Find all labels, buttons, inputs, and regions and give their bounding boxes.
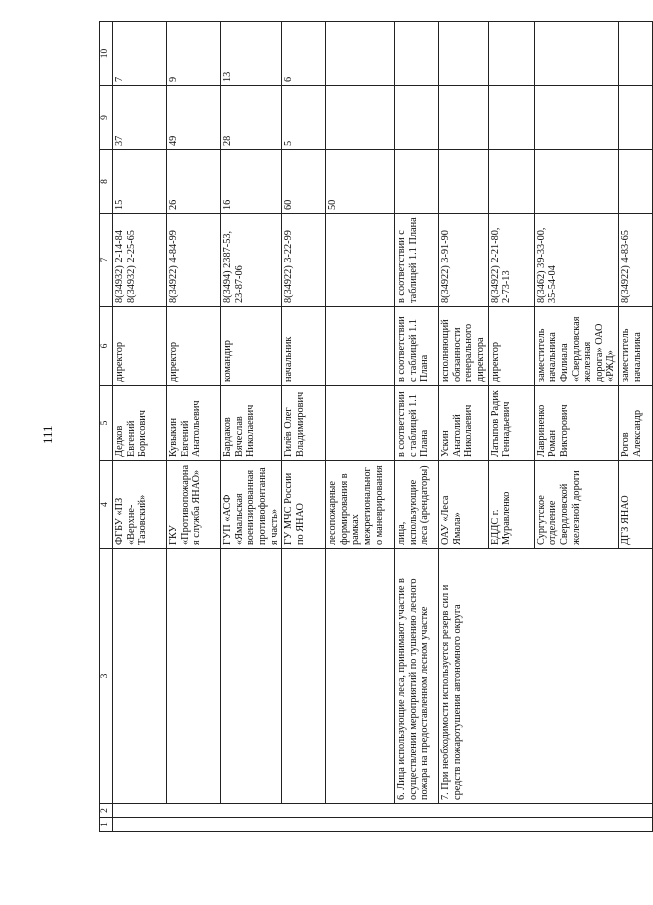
col1-cell [113,818,653,832]
cell-col10 [534,22,618,86]
cell-person: Латыпов Радик Геннадьевич [488,386,534,461]
cell-phone: 8(34922) 2-21-80, 2-73-13 [488,214,534,307]
cell-col10 [395,22,439,86]
cell-person: Рогов Александр [619,386,653,461]
header-cell: 10 [100,22,113,86]
cell-organization: ГУ МЧС России по ЯНАО [282,461,326,549]
cell-col8: 16 [221,150,282,214]
cell-position: командир [221,307,282,386]
cell-position: директор [167,307,221,386]
page-number: 111 [40,425,55,444]
cell-organization: ГУП «АСФ «Ямальская военизированная противофонтанная часть» [221,461,282,549]
cell-col9 [395,86,439,150]
cell-position: начальник [282,307,326,386]
cell-person: Лавриненко Роман Викторович [534,386,618,461]
cell-measure: 6. Лица использующие леса, принимают участие в осуществлении мероприятий по тушению лесного пожара на предоставленном лесном участке [395,549,439,804]
cell-phone: 8(34922) 3-22-99 [282,214,326,307]
cell-person [326,386,395,461]
cell-col8 [488,150,534,214]
header-cell: 5 [100,386,113,461]
cell-col9 [534,86,618,150]
cell-col10 [488,22,534,86]
cell-organization: ГКУ «Противопожарная служба ЯНАО» [167,461,221,549]
cell-col10 [619,22,653,86]
cell-col8: 26 [167,150,221,214]
cell-col9 [439,86,489,150]
cell-phone: 8(3494) 2387-53, 23-87-06 [221,214,282,307]
cell-phone: 8(34922) 3-91-90 [439,214,489,307]
cell-person: в соответствии с таблицей 1.1 Плана [395,386,439,461]
cell-measure [113,549,167,804]
cell-col10: 7 [113,22,167,86]
cell-col8 [439,150,489,214]
cell-organization: лица, использующие леса (арендаторы) [395,461,439,549]
table-row [113,22,167,832]
cell-col8 [395,150,439,214]
cell-organization: ОАУ «Леса Ямала» [439,461,489,549]
cell-col9 [488,86,534,150]
header-cell: 2 [100,804,113,818]
table-row [439,22,489,832]
cell-person: Гилёв Олег Владимирович [282,386,326,461]
cell-person: Бардаков Вячеслав Николаевич [221,386,282,461]
cell-position: исполняющий обязанности генерального директора [439,307,489,386]
cell-col9 [619,86,653,150]
table-row [326,22,395,832]
cell-organization: ДГЗ ЯНАО [619,461,653,549]
table-row [282,22,326,832]
cell-col8: 60 [282,150,326,214]
cell-phone: 8(3462) 39-33-00, 35-54-04 [534,214,618,307]
cell-position: в соответствии с таблицей 1.1 Плана [395,307,439,386]
cell-position [326,307,395,386]
header-cell: 9 [100,86,113,150]
cell-col10: 13 [221,22,282,86]
table-row [221,22,282,832]
cell-organization: Сургутское отделение Свердловской железной дороги [534,461,618,549]
column-number-row [100,22,113,832]
cell-person: Кувыкин Евгений Анатольевич [167,386,221,461]
cell-position: заместитель начальника [619,307,653,386]
cell-measure [282,549,326,804]
cell-col10: 9 [167,22,221,86]
cell-phone: в соответствии с таблицей 1.1 Плана [395,214,439,307]
cell-phone [326,214,395,307]
cell-col9: 28 [221,86,282,150]
table-row [395,22,439,832]
header-cell: 3 [100,549,113,804]
cell-col10 [439,22,489,86]
header-cell: 4 [100,461,113,549]
cell-position: директор [488,307,534,386]
cell-measure: 7. При необходимости используется резерв сил и средств пожаротушения автономного округа [439,549,653,804]
cell-measure [167,549,221,804]
header-cell: 8 [100,150,113,214]
header-cell: 1 [100,818,113,832]
cell-col9: 5 [282,86,326,150]
resources-table [99,21,653,832]
cell-col9: 37 [113,86,167,150]
cell-phone: 8(34922) 4-84-99 [167,214,221,307]
header-cell: 7 [100,214,113,307]
cell-col8: 50 [326,150,395,214]
cell-position: директор [113,307,167,386]
rotated-table-container [99,22,643,832]
cell-col10: 6 [282,22,326,86]
cell-phone: 8(34922) 4-83-65 [619,214,653,307]
cell-col9: 49 [167,86,221,150]
cell-position: заместитель начальника Филиала «Свердловская железная дорога» ОАО «РЖД» [534,307,618,386]
cell-organization: ЕДДС г. Муравленко [488,461,534,549]
cell-measure [326,549,395,804]
cell-organization: лесопожарные формирования в рамках межрегионального маневрирования [326,461,395,549]
cell-col8 [534,150,618,214]
table-row [167,22,221,832]
col2-cell [113,804,653,818]
cell-col9 [326,86,395,150]
header-cell: 6 [100,307,113,386]
cell-person: Дедков Евгений Борисович [113,386,167,461]
cell-measure [221,549,282,804]
cell-col10 [326,22,395,86]
cell-person: Ускин Анатолий Николаевич [439,386,489,461]
cell-col8 [619,150,653,214]
cell-organization: ФГБУ «ПЗ «Верхне-Тазовский» [113,461,167,549]
cell-col8: 15 [113,150,167,214]
cell-phone: 8(34932) 2-14-84 8(34932) 2-25-65 [113,214,167,307]
